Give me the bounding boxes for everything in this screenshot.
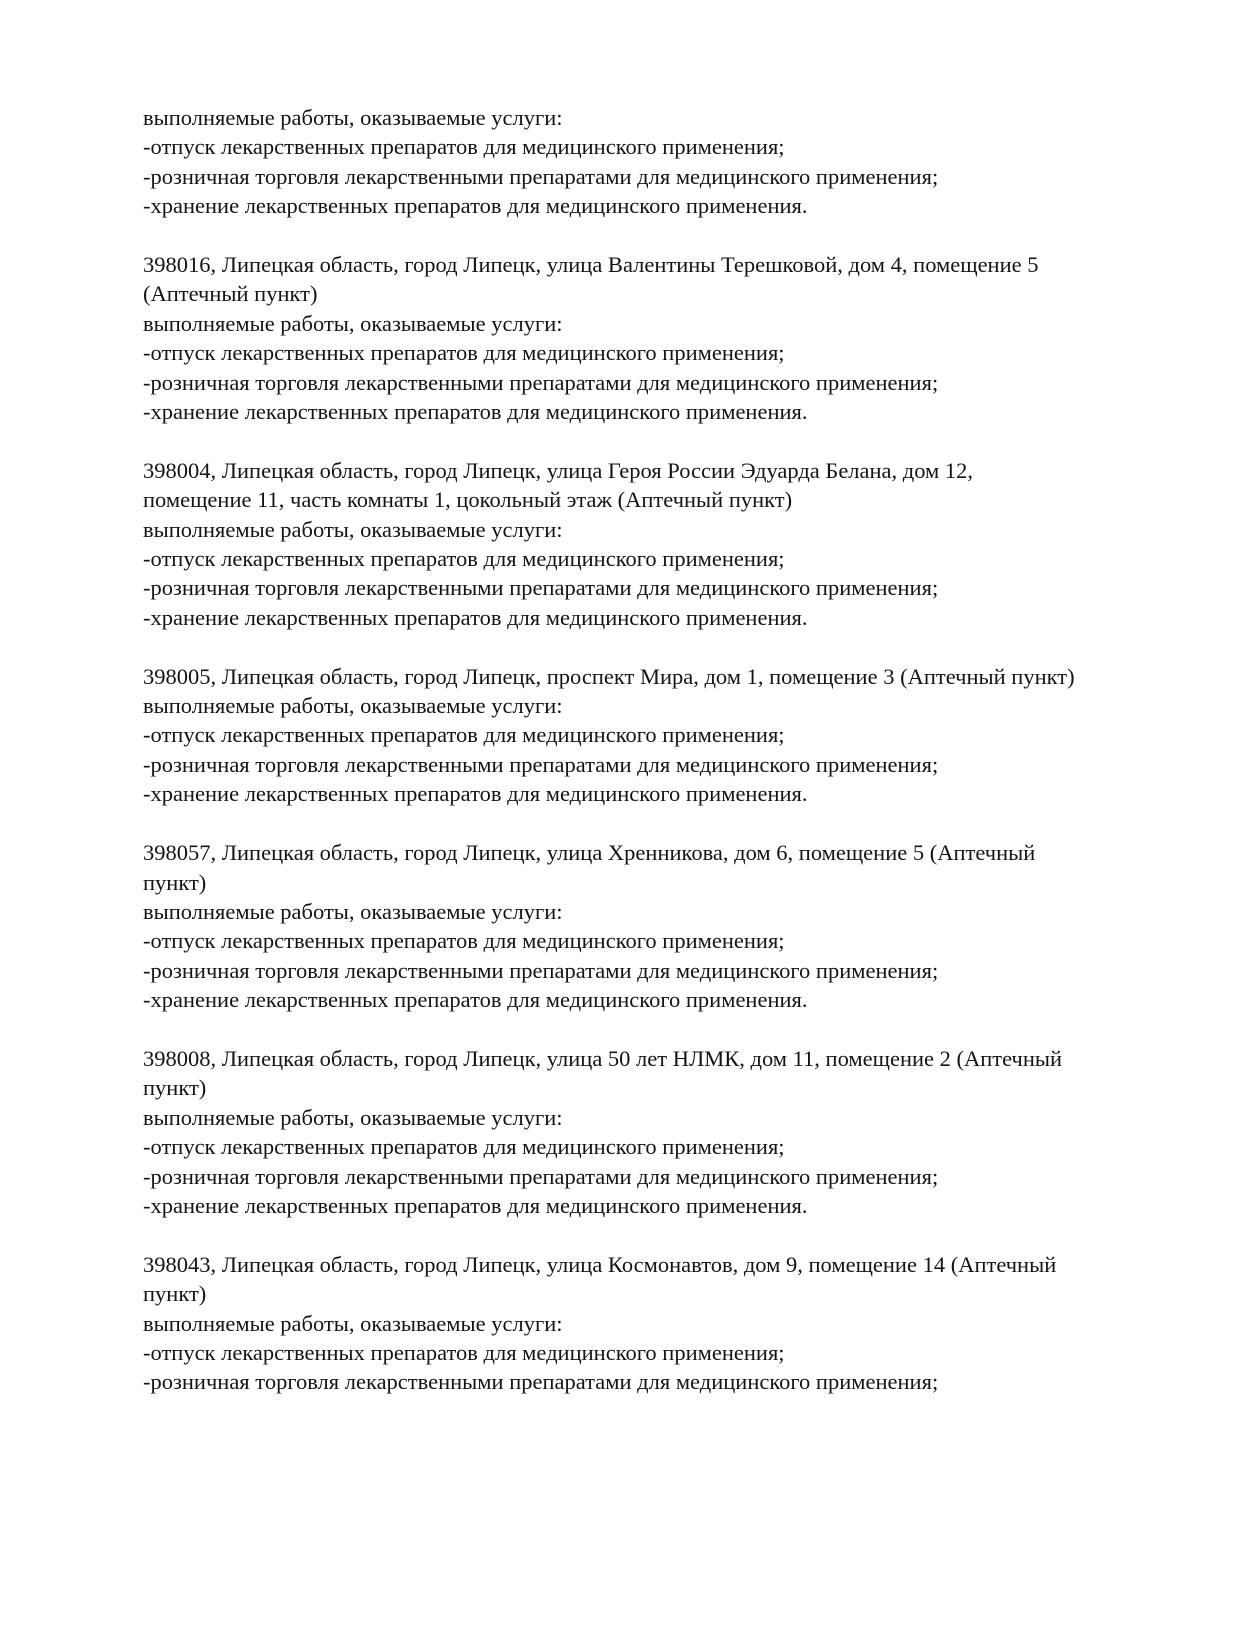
works-label: выполняемые работы, оказываемые услуги:: [143, 516, 563, 542]
service-item: -хранение лекарственных препаратов для медицинского применения.: [143, 193, 808, 219]
works-label: выполняемые работы, оказываемые услуги:: [143, 693, 563, 719]
address-line: пункт): [143, 869, 207, 895]
address-line: 398043, Липецкая область, город Липецк, улица Космонавтов, дом 9, помещение 14 (Аптечный: [143, 1251, 1057, 1277]
address-entry: [143, 250, 1183, 426]
service-item: -розничная торговля лекарственными препаратами для медицинского применения;: [143, 163, 939, 189]
works-label: выполняемые работы, оказываемые услуги:: [143, 105, 563, 130]
service-item: -отпуск лекарственных препаратов для медицинского применения;: [143, 928, 785, 954]
service-item: -хранение лекарственных препаратов для медицинского применения.: [143, 1192, 808, 1218]
service-item: -отпуск лекарственных препаратов для медицинского применения;: [143, 134, 785, 160]
service-item: -отпуск лекарственных препаратов для медицинского применения;: [143, 340, 785, 366]
intro-block: [143, 103, 1183, 221]
service-item: -розничная торговля лекарственными препаратами для медицинского применения;: [143, 957, 939, 983]
address-line: 398008, Липецкая область, город Липецк, улица 50 лет НЛМК, дом 11, помещение 2 (Аптечный: [143, 1045, 1063, 1071]
service-item: -хранение лекарственных препаратов для медицинского применения.: [143, 604, 808, 630]
address-line: 398057, Липецкая область, город Липецк, улица Хренникова, дом 6, помещение 5 (Аптечный: [143, 840, 1036, 866]
service-item: -отпуск лекарственных препаратов для медицинского применения;: [143, 1134, 785, 1160]
address-entry: [143, 838, 1183, 1014]
service-item: -розничная торговля лекарственными препаратами для медицинского применения;: [143, 751, 939, 777]
address-line: помещение 11, часть комнаты 1, цокольный этаж (Аптечный пункт): [143, 487, 793, 513]
address-entry: [143, 1044, 1183, 1220]
address-entry: [143, 662, 1183, 809]
address-line: 398004, Липецкая область, город Липецк, улица Героя России Эдуарда Белана, дом 12,: [143, 457, 974, 483]
address-line: пункт): [143, 1281, 207, 1307]
service-item: -розничная торговля лекарственными препаратами для медицинского применения;: [143, 369, 939, 395]
address-line: (Аптечный пункт): [143, 281, 318, 307]
service-item: -хранение лекарственных препаратов для медицинского применения.: [143, 399, 808, 425]
service-item: -розничная торговля лекарственными препаратами для медицинского применения;: [143, 1163, 939, 1189]
address-entry: [143, 456, 1183, 632]
service-item: -розничная торговля лекарственными препаратами для медицинского применения;: [143, 575, 939, 601]
works-label: выполняемые работы, оказываемые услуги:: [143, 310, 563, 336]
service-item: -отпуск лекарственных препаратов для медицинского применения;: [143, 722, 785, 748]
works-label: выполняемые работы, оказываемые услуги:: [143, 1310, 563, 1336]
works-label: выполняемые работы, оказываемые услуги:: [143, 898, 563, 924]
service-item: -розничная торговля лекарственными препаратами для медицинского применения;: [143, 1369, 939, 1395]
address-line: 398005, Липецкая область, город Липецк, проспект Мира, дом 1, помещение 3 (Аптечный пункт): [143, 663, 1075, 689]
service-item: -отпуск лекарственных препаратов для медицинского применения;: [143, 1339, 785, 1365]
service-item: -хранение лекарственных препаратов для медицинского применения.: [143, 987, 808, 1013]
document-page: [143, 103, 1183, 1426]
service-item: -отпуск лекарственных препаратов для медицинского применения;: [143, 546, 785, 572]
address-line: пункт): [143, 1075, 207, 1101]
address-entry: [143, 1250, 1183, 1397]
service-item: -хранение лекарственных препаратов для медицинского применения.: [143, 781, 808, 807]
works-label: выполняемые работы, оказываемые услуги:: [143, 1104, 563, 1130]
address-line: 398016, Липецкая область, город Липецк, улица Валентины Терешковой, дом 4, помещение 5: [143, 252, 1039, 278]
